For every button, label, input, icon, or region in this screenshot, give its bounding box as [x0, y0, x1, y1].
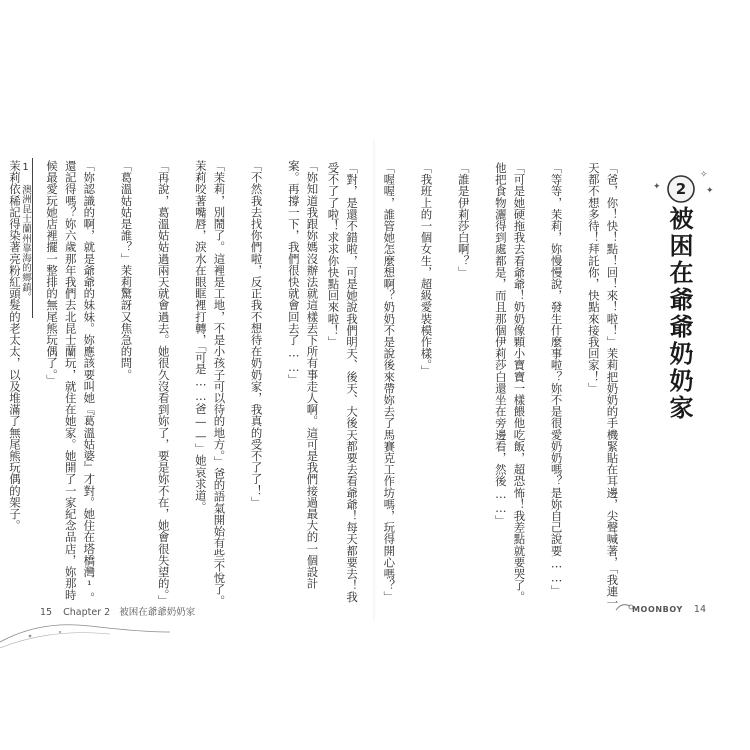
- paragraph: 「爸，你！快！點！回！來！啦！」茉莉把奶奶的手機緊貼在耳邊，尖聲喊著，「我連一天都不想多待！拜託你，快點來接我回家！」: [586, 162, 620, 609]
- paragraph: 「妳認識的啊，就是爺爺的妹妹。妳應該要叫她『葛溫姑婆』才對。她住在塔橋灣¹。還記得嗎？妳六歲那年我們去北昆士蘭玩，就住在她家。她開了一家紀念品店，妳那時候最愛玩她店裡擺一整排的無尾熊玩偶了。」: [45, 160, 97, 604]
- paragraph: 「茉莉，別鬧了。這裡是工地，不是小孩子可以待的地方。」爸的語氣開始有些不悅了。茉莉咬著嘴唇，淚水在眼眶裡打轉，「可是……爸——」她哀求道。: [193, 160, 227, 607]
- page-number: 14: [693, 604, 706, 615]
- right-page-body: [326, 162, 640, 610]
- paragraph: 「不然我去找你們啦，反正我不想待在奶奶家，我真的受不了了！」: [249, 160, 264, 508]
- paragraph: 「可是她硬拖我去看爺爺！奶奶像顆小寶寶一樣餵他吃飯，超恐怖！我差點就要哭了。他把食物灑得到處都是，而且那個伊莉莎白還坐在旁邊看，然後……」: [493, 162, 527, 603]
- running-title: 被困在爺爺奶奶家: [119, 607, 196, 618]
- paragraph: 「再說，葛溫姑姑過兩天就會過去。她很久沒看到妳了，要是妳不在，她會很失望的。」: [156, 160, 171, 607]
- paragraph: 「等等，茉莉，妳慢慢說，發生什麼事啦？妳不是很愛奶奶嗎？是妳自己說要……」: [549, 162, 564, 597]
- paragraph: 「妳知道我跟妳媽沒辦法就這樣丟下所有事走人啊。這可是我們接過最大的一個設計案。再撐一下，我們很快就會回去了……」: [286, 160, 320, 590]
- paragraph: 「我班上的一個女生，超級愛裝模作樣。」: [419, 162, 434, 377]
- chapter-label: Chapter 2: [63, 607, 111, 618]
- chapter-title: 被困在爺爺奶奶家: [665, 206, 693, 422]
- footnote-divider: [32, 158, 33, 318]
- footnote: 1 澳洲昆士蘭州靠海的鄉鎮。: [20, 162, 31, 302]
- paragraph: 「喔喔，誰管她怎麼想啊？奶奶不是說後來帶妳去了馬賽克工作坊嗎，玩得開心嗎？」: [382, 162, 397, 603]
- star-icon: ✦: [653, 182, 661, 192]
- right-page-footer: [632, 604, 706, 615]
- paragraph: 「葛溫姑姑是誰？」茉莉驚訝又焦急的問。: [119, 160, 134, 381]
- chapter-number: 2: [675, 180, 687, 198]
- ground-doodle-icon: [0, 612, 170, 652]
- chapter-number-badge: [666, 174, 696, 204]
- series-brand: MOONBOY: [632, 605, 683, 614]
- star-icon: ✧: [700, 170, 708, 180]
- paragraph: 茉莉依稀記得染著亮粉紅頭髮的老太太，以及堆滿了無尾熊玩偶的架子。: [7, 160, 22, 532]
- paragraph: 「對，是還不錯啦，可是她說我們明天、後天、大後天都要去看爺爺！每天都要去！我受不了了啦！求求你快點回來啦！」: [326, 162, 360, 603]
- page-number: 15: [40, 607, 53, 618]
- paragraph: 「誰是伊莉莎白啊？」: [456, 162, 471, 278]
- star-icon: ✦: [706, 186, 714, 196]
